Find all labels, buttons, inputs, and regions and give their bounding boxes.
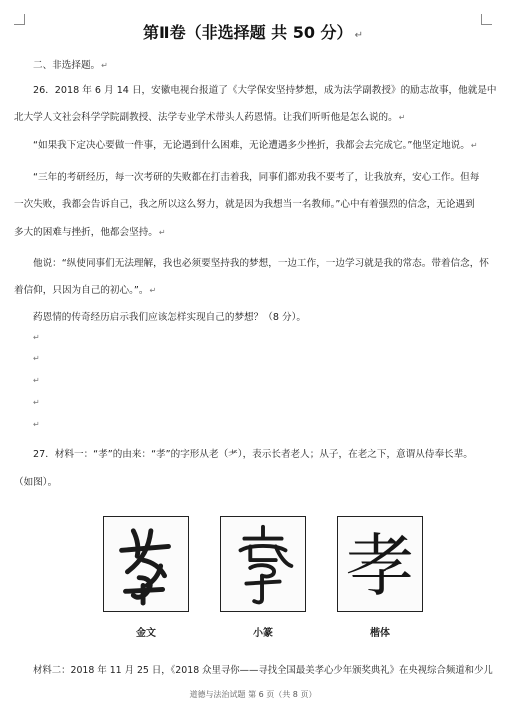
kaiti-char: 孝 — [345, 527, 415, 607]
q26-line: 着信仰，只因为自己的初心。”。↵ — [14, 285, 157, 296]
page-footer: 道德与法治试题 第 6 页（共 8 页） — [189, 690, 317, 699]
answer-blank-line: ↵ — [33, 354, 40, 363]
answer-blank-line: ↵ — [33, 333, 40, 342]
answer-blank-line: ↵ — [33, 398, 40, 407]
q26-line: 一次失败，我都会告诉自己，我之所以这么努力，就是因为我想当一名教师。”心中有着强烈的信念，无论遇到 — [14, 199, 475, 210]
q26-line: 26．2018 年 6 月 14 日，安徽电视台报道了《大学保安坚持梦想，成为法学副教授》的励志故事，他就是中 — [33, 85, 497, 96]
xiaozhuan-glyph — [220, 516, 306, 612]
jinwen-glyph — [103, 516, 189, 612]
q27-line: 27．材料一：“孝”的由来：“孝”的字形从老（耂），表示长者老人；从子，在老之下，意谓从侍奉长辈。 — [33, 449, 473, 460]
q26-line: “三年的考研经历，每一次考研的失败都在打击着我，同事们都劝我不要考了，让我放弃，安心工作。但每 — [33, 172, 480, 183]
answer-blank-line: ↵ — [33, 420, 40, 429]
q26-line: “如果我下定决心要做一件事，无论遇到什么困难，无论遭遇多少挫折，我都会去完成它。”他坚定地说。↵ — [33, 140, 478, 151]
exam-part-title — [0, 20, 506, 43]
caption-jinwen: 金文 — [136, 628, 156, 639]
q27-line: （如图）。 — [14, 477, 58, 488]
title-text: 第Ⅱ卷（非选择题 共 50 分） — [143, 23, 353, 42]
q26-question: 药恩情的传奇经历启示我们应该怎样实现自己的梦想？（8 分）。 — [33, 312, 306, 323]
jinwen-xiao-icon — [104, 517, 188, 611]
material-two-line: 材料二：2018 年 11 月 25 日，《2018 众里寻你——寻找全国最美孝心少年颁奖典礼》在央视综合频道和少儿 — [33, 665, 493, 676]
kaiti-glyph — [337, 516, 423, 612]
kaiti-xiao-icon — [338, 517, 422, 611]
q26-line: 北大学人文社会科学学院副教授、法学专业学术带头人药恩情。让我们听听他是怎么说的。↵ — [14, 112, 406, 123]
answer-blank-line: ↵ — [33, 376, 40, 385]
q26-line: 多大的困难与挫折，他都会坚持。↵ — [14, 227, 166, 238]
xiao-character-figure — [0, 516, 506, 646]
paragraph-mark: ↵ — [354, 30, 363, 41]
q26-line: 他说：“纵使同事们无法理解，我也必须要坚持我的梦想，一边工作，一边学习就是我的常态。带着信念，怀 — [33, 258, 489, 269]
caption-kaiti: 楷体 — [370, 628, 390, 639]
caption-xiaozhuan: 小篆 — [253, 628, 273, 639]
xiaozhuan-xiao-icon — [221, 517, 305, 611]
section-heading: 二、非选择题。↵ — [33, 60, 108, 71]
